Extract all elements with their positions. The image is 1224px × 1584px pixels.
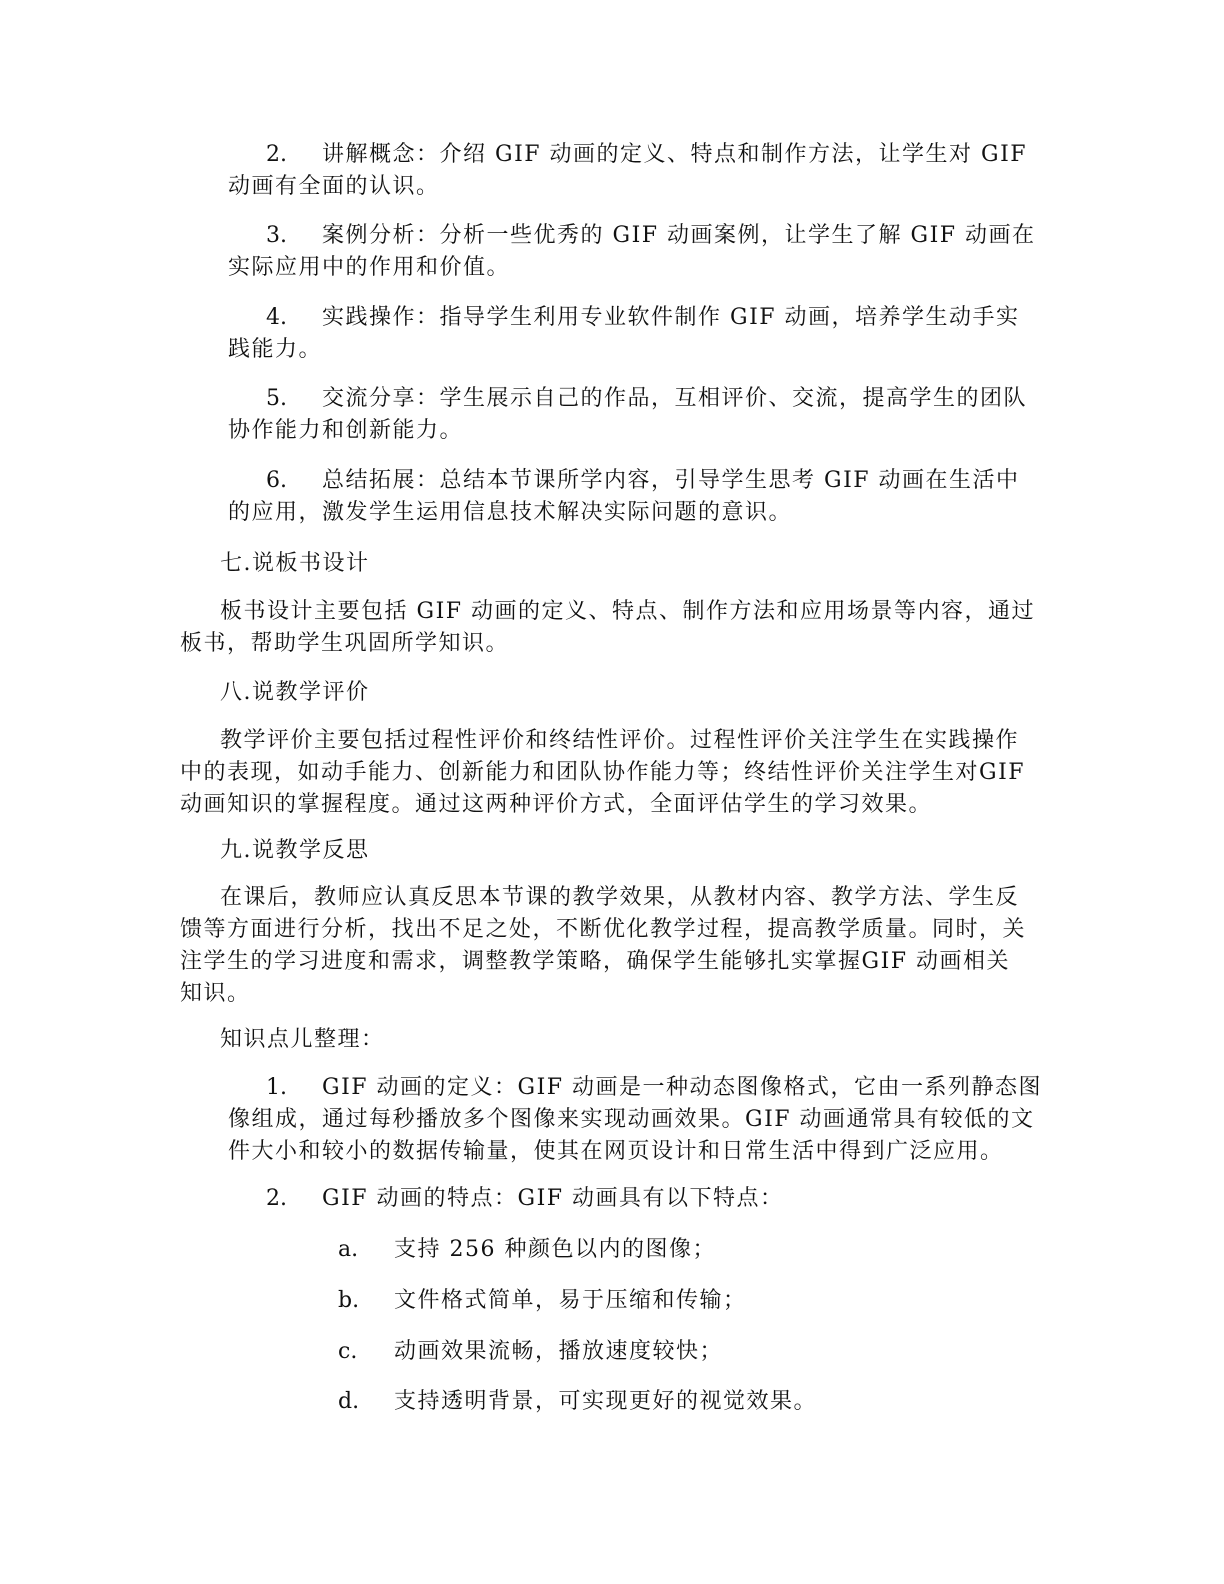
list-item-text (322, 383, 1027, 415)
sub-item-letter: b. (338, 1288, 360, 1313)
text-line: 馈等方面进行分析，找出不足之处，不断优化教学过程，提高教学质量。同时，关 (180, 917, 1027, 942)
text-line: 中的表现，如动手能力、创新能力和团队协作能力等；终结性评价关注学生对GIF (180, 760, 1026, 785)
text-line: 板书，帮助学生巩固所学知识。 (180, 631, 510, 656)
list-item-text (322, 1183, 784, 1215)
text-line: 践能力。 (228, 337, 323, 362)
text-line: 动画有全面的认识。 (228, 174, 440, 199)
list-item-continuation (228, 252, 510, 284)
sub-item-text (394, 1285, 747, 1317)
list-item-number: 5. (266, 386, 287, 411)
sub-item-text (394, 1234, 716, 1266)
text-line: 知识。 (180, 981, 251, 1006)
text-line: 像组成，通过每秒播放多个图像来实现动画效果。GIF 动画通常具有较低的文 (228, 1107, 1035, 1132)
text-line: 总结拓展：总结本节课所学内容，引导学生思考 GIF 动画在生活中 (322, 468, 1020, 493)
text-line: 支持 256 种颜色以内的图像； (394, 1237, 716, 1262)
list-item-number: 2. (266, 1186, 287, 1211)
list-item-continuation (228, 497, 792, 529)
list-item-text (322, 220, 1036, 252)
section-paragraph (180, 882, 1026, 1010)
section-paragraph (180, 725, 1025, 821)
text-line: 支持透明背景，可实现更好的视觉效果。 (394, 1389, 818, 1414)
list-item-number: 3. (266, 223, 287, 248)
text-line: 动画效果流畅，播放速度较快； (394, 1339, 724, 1364)
list-item-continuation (228, 171, 440, 203)
sub-item-text (394, 1336, 723, 1368)
text-line: 件大小和较小的数据传输量，使其在网页设计和日常生活中得到广泛应用。 (228, 1139, 1004, 1164)
list-item-number: 4. (266, 305, 287, 330)
list-item-text (322, 302, 1020, 334)
list-item-text (322, 465, 1020, 497)
list-item-number: 6. (266, 468, 287, 493)
text-line: 交流分享：学生展示自己的作品，互相评价、交流，提高学生的团队 (322, 386, 1028, 411)
text-line: 实践操作：指导学生利用专业软件制作 GIF 动画，培养学生动手实 (322, 305, 1020, 330)
section-heading: 知识点儿整理： (220, 1027, 385, 1052)
sub-item-letter: a. (338, 1237, 359, 1262)
text-line: 动画知识的掌握程度。通过这两种评价方式，全面评估学生的学习效果。 (180, 792, 933, 817)
text-line: 在课后，教师应认真反思本节课的教学效果，从教材内容、教学方法、学生反 (220, 885, 1020, 910)
text-line: 实际应用中的作用和价值。 (228, 255, 511, 280)
text-line: 案例分析：分析一些优秀的 GIF 动画案例，让学生了解 GIF 动画在 (322, 223, 1036, 248)
text-line: GIF 动画的特点：GIF 动画具有以下特点： (322, 1186, 784, 1211)
section-heading: 七.说板书设计 (220, 551, 370, 576)
sub-item-text (394, 1386, 817, 1418)
section-heading: 九.说教学反思 (220, 838, 370, 863)
text-line: 教学评价主要包括过程性评价和终结性评价。过程性评价关注学生在实践操作 (220, 728, 1020, 753)
text-line: 的应用，激发学生运用信息技术解决实际问题的意识。 (228, 500, 793, 525)
text-line: 文件格式简单，易于压缩和传输； (394, 1288, 747, 1313)
list-item-continuation (228, 415, 463, 447)
section-paragraph (180, 596, 1035, 660)
section-heading: 八.说教学评价 (220, 680, 370, 705)
text-line: GIF 动画的定义：GIF 动画是一种动态图像格式，它由一系列静态图 (322, 1075, 1043, 1100)
text-line: 注学生的学习进度和需求，调整教学策略，确保学生能够扎实掌握GIF 动画相关 (180, 949, 1011, 974)
sub-item-letter: c. (338, 1339, 358, 1364)
list-item-continuation (228, 1104, 1035, 1168)
list-item-text (322, 139, 1027, 171)
sub-item-letter: d. (338, 1389, 360, 1414)
text-line: 板书设计主要包括 GIF 动画的定义、特点、制作方法和应用场景等内容，通过 (220, 599, 1036, 624)
list-item-text (322, 1072, 1042, 1104)
text-line: 协作能力和创新能力。 (228, 418, 464, 443)
list-item-continuation (228, 334, 322, 366)
text-line: 讲解概念：介绍 GIF 动画的定义、特点和制作方法，让学生对 GIF (322, 142, 1028, 167)
list-item-number: 1. (266, 1075, 287, 1100)
list-item-number: 2. (266, 142, 287, 167)
